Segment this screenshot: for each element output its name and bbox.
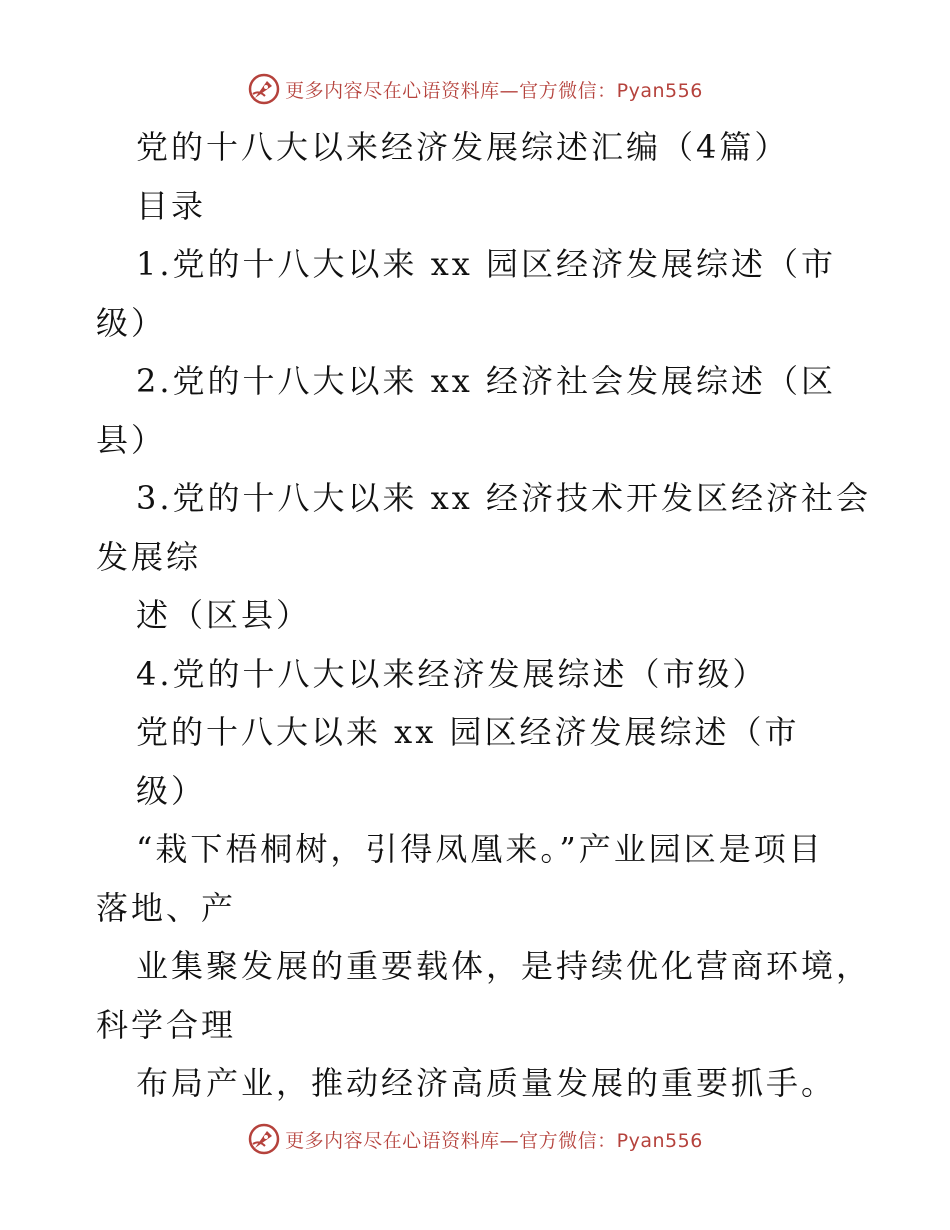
document-body <box>0 118 950 1113</box>
toc-item-2-cont: 县） <box>96 420 167 459</box>
toc-item-3-cont: 发展综 <box>96 537 202 576</box>
section-title-cont: 级） <box>136 771 207 810</box>
toc-item-3: 3.党的十八大以来 xx 经济技术开发区经济社会 <box>136 479 871 517</box>
toc-item-1-cont: 级） <box>96 303 167 342</box>
body-paragraph-line: 落地、产 <box>96 888 237 927</box>
pen-nib-icon <box>247 1122 281 1156</box>
body-paragraph-line: “栽下梧桐树，引得凤凰来。”产业园区是项目 <box>136 830 824 868</box>
toc-item-1: 1.党的十八大以来 xx 园区经济发展综述（市 <box>136 245 836 283</box>
watermark-text: 更多内容尽在心语资料库—官方微信：Pyan556 <box>285 79 703 102</box>
watermark-text: 更多内容尽在心语资料库—官方微信：Pyan556 <box>285 1129 703 1152</box>
watermark-footer <box>0 1122 950 1156</box>
watermark-header <box>0 72 950 106</box>
pen-nib-icon <box>247 72 281 106</box>
body-paragraph-line: 业集聚发展的重要载体，是持续优化营商环境， <box>136 947 872 985</box>
toc-item-2: 2.党的十八大以来 xx 经济社会发展综述（区 <box>136 362 836 400</box>
section-title: 党的十八大以来 xx 园区经济发展综述（市 <box>136 713 800 751</box>
toc-item-3-cont-2: 述（区县） <box>136 596 312 634</box>
toc-heading: 目录 <box>136 186 207 225</box>
toc-item-4: 4.党的十八大以来经济发展综述（市级） <box>136 654 768 693</box>
document-title: 党的十八大以来经济发展综述汇编（4篇） <box>136 128 790 166</box>
body-paragraph-line: 科学合理 <box>96 1005 237 1044</box>
body-paragraph-line: 布局产业，推动经济高质量发展的重要抓手。 <box>136 1064 837 1102</box>
